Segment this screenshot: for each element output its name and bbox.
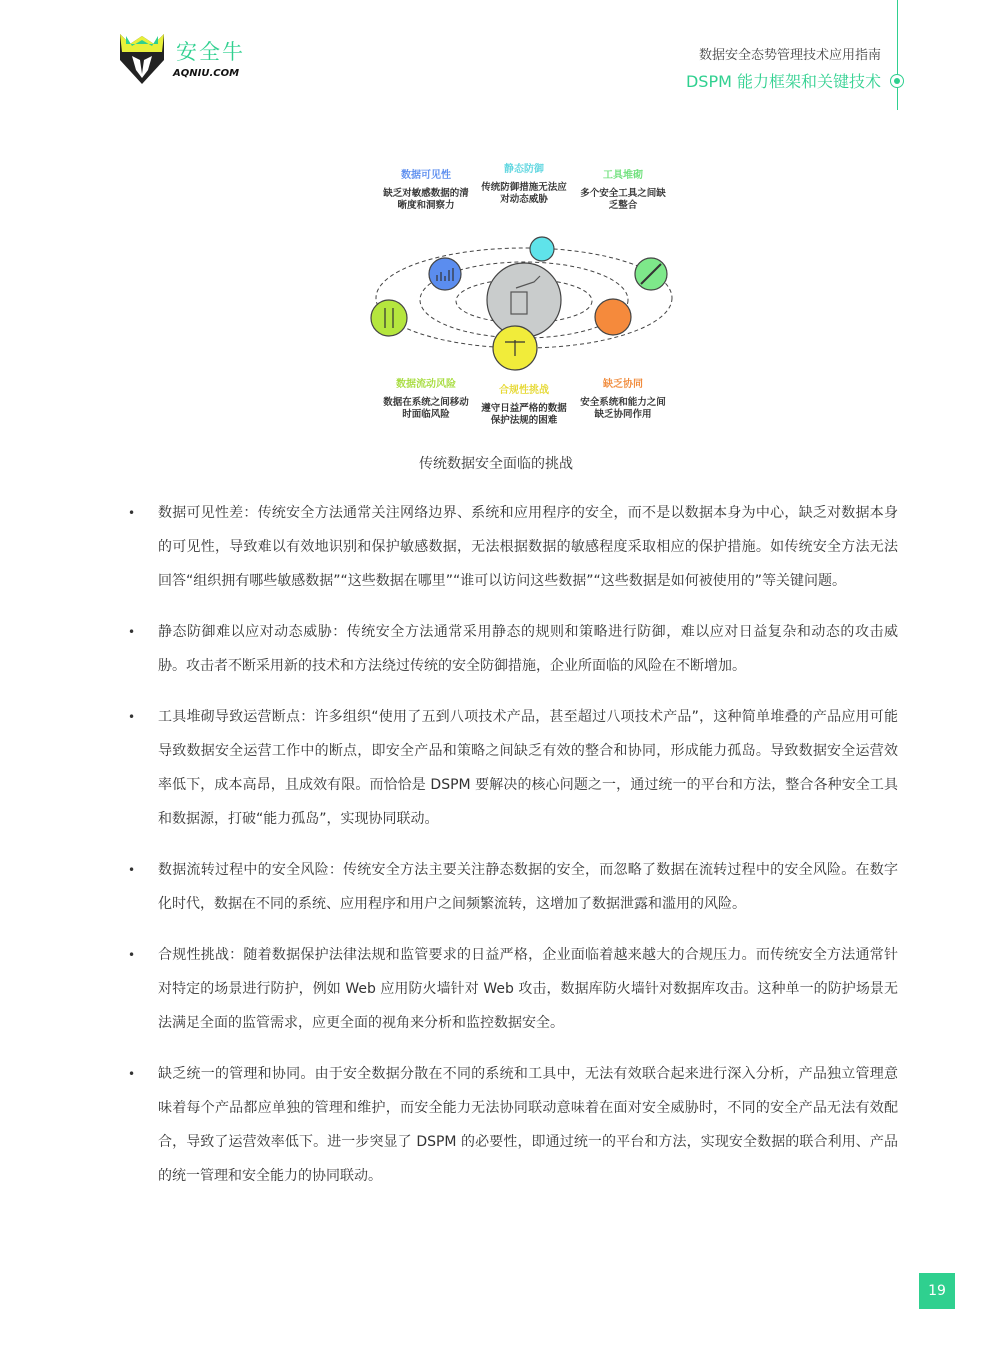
list-item: • 合规性挑战：随着数据保护法律法规和监管要求的日益严格，企业面临着越来越大的合规压力。而传统安全方法通常针对特定的场景进行防护，例如 Web 应用防火墙针对 Web 攻击，数据库防火墙针对数据库攻击。这种单一的防护场景无法满足全面的监管需求，应更全面的视角来分析和监控数据安全。 xyxy=(158,938,898,1040)
label-data-flow-risk: 数据流动风险 数据在系统之间移动时面临风险 xyxy=(383,379,469,420)
logo-domain: AQNIU.COM xyxy=(173,68,240,79)
label-lack-synergy: 缺乏协同 安全系统和能力之间缺乏协同作用 xyxy=(580,379,666,420)
center-document-icon xyxy=(487,263,561,337)
list-item: • 数据可见性差：传统安全方法通常关注网络边界、系统和应用程序的安全，而不是以数据本身为中心，缺乏对数据本身的可见性，导致难以有效地识别和保护敏感数据，无法根据数据的敏感程度采取相应的保护措施。如传统安全方法无法回答“组织拥有哪些敏感数据”“这些数据在哪里”“谁可以访问这些数据”“这些数据是如何被使用的”等关键问题。 xyxy=(158,496,898,598)
bar-chart-icon xyxy=(429,258,461,290)
logo-text: 安全牛 xyxy=(176,40,245,64)
shield-icon xyxy=(530,237,554,261)
list-item: • 工具堆砌导致运营断点：许多组织“使用了五到八项技术产品，甚至超过八项技术产品”，这种简单堆叠的产品应用可能导致数据安全运营工作中的断点，即安全产品和策略之间缺乏有效的整合和协同，形成能力孤岛。导致数据安全运营效率低下，成本高昂，且成效有限。而恰恰是 DSPM 要解决的核心问题之一，通过统一的平台和方法，整合各种安全工具和数据源，打破“能力孤岛”，实现协同联动。 xyxy=(158,700,898,836)
label-data-visibility: 数据可见性 缺乏对敏感数据的清晰度和洞察力 xyxy=(383,170,469,211)
label-static-defense: 静态防御 传统防御措施无法应对动态威胁 xyxy=(481,164,567,205)
page-number: 19 xyxy=(919,1273,955,1309)
bullet-list xyxy=(158,496,898,1210)
list-item: • 数据流转过程中的安全风险：传统安全方法主要关注静态数据的安全，而忽略了数据在流转过程中的安全风险。在数字化时代，数据在不同的系统、应用程序和用户之间频繁流转，这增加了数据泄露和滥用的风险。 xyxy=(158,853,898,921)
list-item: • 静态防御难以应对动态威胁：传统安全方法通常采用静态的规则和策略进行防御，难以应对日益复杂和动态的攻击威胁。攻击者不断采用新的技术和方法绕过传统的安全防御措施，企业所面临的风险在不断增加。 xyxy=(158,615,898,683)
list-item: • 缺乏统一的管理和协同。由于安全数据分散在不同的系统和工具中，无法有效联合起来进行深入分析，产品独立管理意味着每个产品都应单独的管理和维护，而安全能力无法协同联动意味着在面对安全威胁时，不同的安全产品无法有效配合，导致了运营效率低下。进一步突显了 DSPM 的必要性，即通过统一的平台和方法，实现安全数据的联合利用、产品的统一管理和安全能力的协同联动。 xyxy=(158,1057,898,1193)
arrows-icon xyxy=(371,300,407,336)
puzzle-icon xyxy=(595,299,631,335)
document-title: 数据安全态势管理技术应用指南 xyxy=(698,48,881,63)
label-tool-stacking: 工具堆砌 多个安全工具之间缺乏整合 xyxy=(580,170,666,211)
section-title: DSPM 能力框架和关键技术 xyxy=(685,72,881,91)
label-compliance: 合规性挑战 遵守日益严格的数据保护法规的困难 xyxy=(481,385,567,426)
orbit-diagram xyxy=(0,0,992,440)
figure-caption: 传统数据安全面临的挑战 xyxy=(419,456,573,472)
